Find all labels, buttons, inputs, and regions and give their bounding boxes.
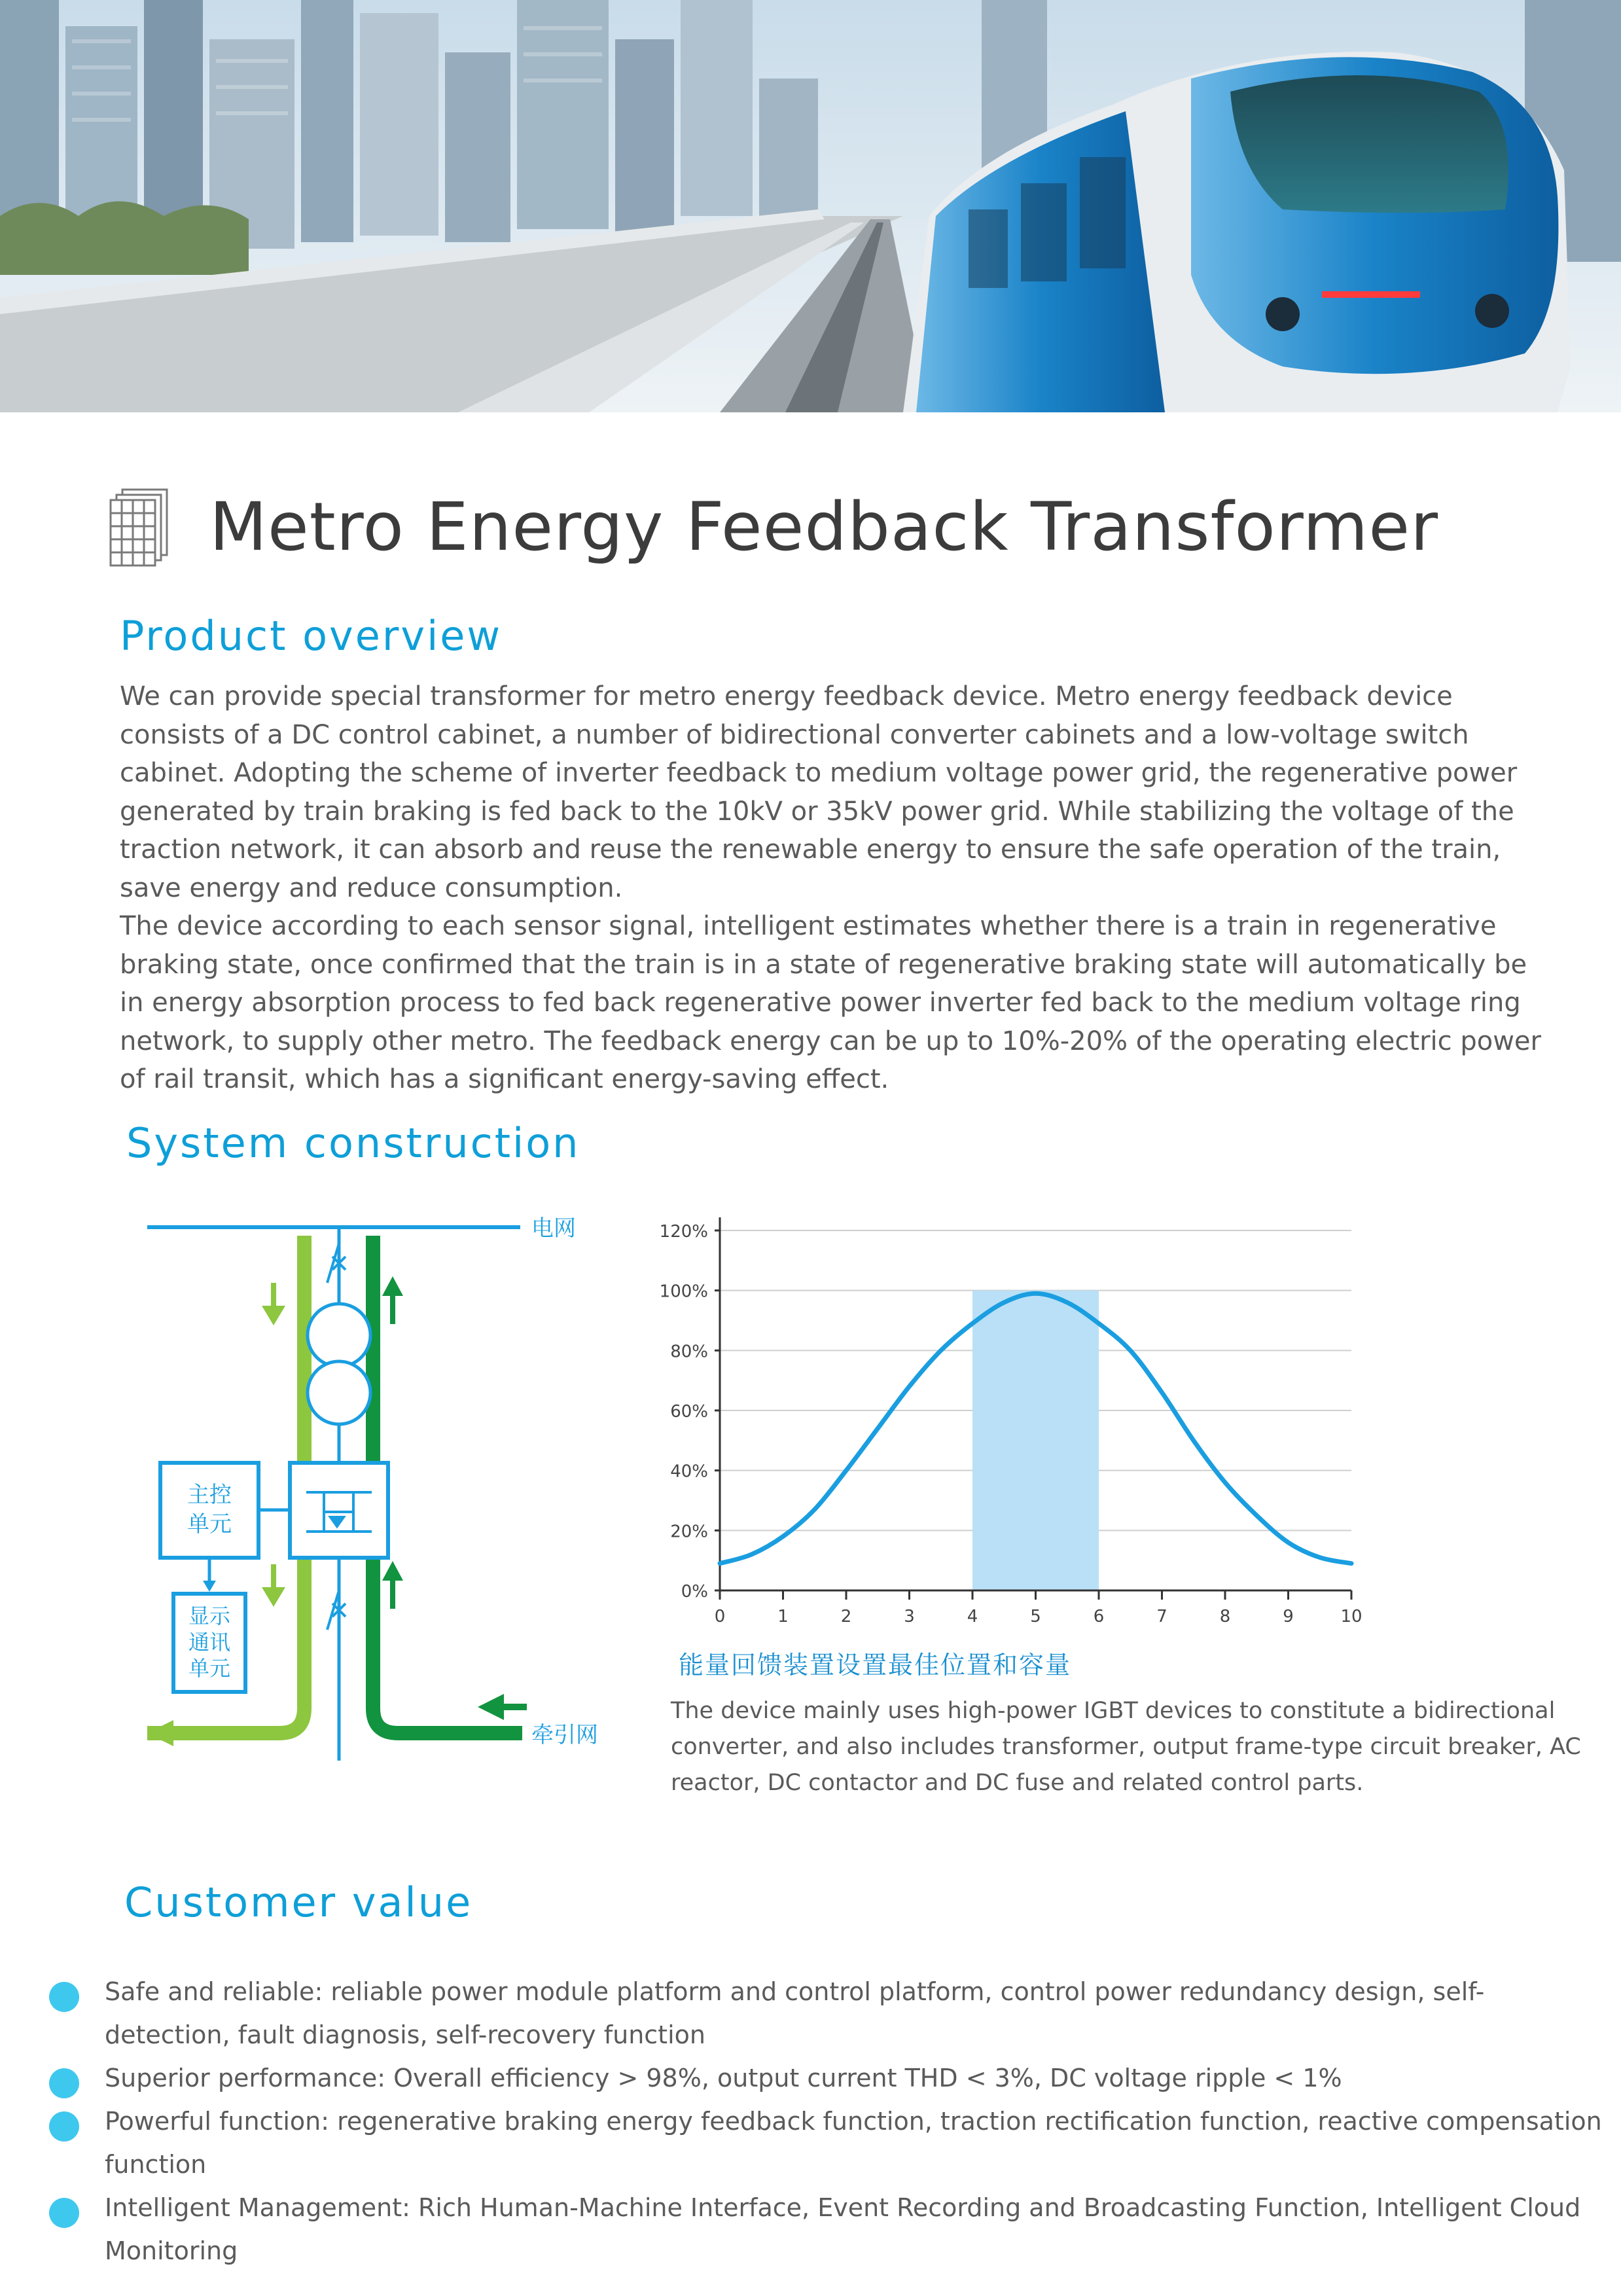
x-tick-label: 5 xyxy=(1030,1607,1041,1626)
x-tick-label: 10 xyxy=(1340,1607,1363,1626)
highlight-band-rect xyxy=(972,1291,1099,1590)
feed-up-path xyxy=(373,1236,522,1733)
x-tick-label: 2 xyxy=(840,1607,852,1626)
product-overview-text xyxy=(120,677,1546,1099)
x-tick-label: 6 xyxy=(1093,1607,1105,1626)
x-tick-label: 8 xyxy=(1219,1607,1231,1626)
overview-paragraph: We can provide special transformer for metro energy feedback device. Metro energy feedback device consists of a DC control cabinet, a number of bidirectional converter cabinets and a low-voltage switch cabinet. Adopting the scheme of inverter feedback to medium voltage power grid, the regenerative power generated by train braking is fed back to the 10kV or 35kV power grid. While stabilizing the voltage of the traction network, it can absorb and reuse the renewable energy to ensure the safe operation of the train, save energy and reduce consumption. xyxy=(120,681,1518,903)
traction-network-label: 牵引网 xyxy=(531,1722,598,1748)
hero-image-metro-train xyxy=(0,0,1621,412)
y-tick-label: 120% xyxy=(659,1222,708,1242)
list-item xyxy=(46,2100,1603,2186)
page-title: Metro Energy Feedback Transformer xyxy=(209,488,1439,566)
x-tick-label: 4 xyxy=(967,1607,978,1626)
chart-caption: 能量回馈装置设置最佳位置和容量 xyxy=(679,1651,1072,1679)
bullet-dot-icon xyxy=(49,2111,79,2142)
transformer-icon xyxy=(308,1304,370,1424)
main-control-unit xyxy=(160,1463,258,1558)
y-tick-label: 20% xyxy=(670,1522,708,1542)
overview-paragraph: The device according to each sensor signal, intelligent estimates whether there is a train in regenerative braking state, once confirmed that the train is in a state of regenerative braking state will automatically be in energy absorption process to fed back regenerative power inverter fed back to the medium voltage ring network, to supply other metro. The feedback energy can be up to 10%-20% of the operating electric power of rail transit, which has a significant energy-saving effect. xyxy=(120,911,1541,1094)
list-item-text: Intelligent Management: Rich Human-Machine Interface, Event Recording and Broadcasting Function, Intelligent Cloud Monitoring xyxy=(105,2193,1581,2265)
list-item-text: Powerful function: regenerative braking energy feedback function, traction rectification function, reactive compensation function xyxy=(105,2107,1602,2179)
x-tick-label: 3 xyxy=(904,1607,915,1626)
x-tick-label: 7 xyxy=(1156,1607,1167,1626)
y-tick-label: 40% xyxy=(670,1462,708,1482)
list-item-text: Safe and reliable: reliable power module platform and control platform, control power redundancy design, self-detection, fault diagnosis, self-recovery function xyxy=(105,1977,1485,2049)
y-tick-label: 80% xyxy=(670,1342,708,1362)
display-comm-label: 通讯 xyxy=(188,1630,231,1655)
bullet-dot-icon xyxy=(49,2068,79,2098)
customer-value-list xyxy=(46,1970,1603,2272)
system-diagram xyxy=(131,1204,628,1774)
main-control-label: 单元 xyxy=(187,1511,232,1537)
section-heading-customer-value: Customer value xyxy=(124,1878,473,1926)
energy-feedback-chart xyxy=(648,1204,1368,1636)
link-arrow-icon xyxy=(203,1581,216,1592)
converter-box xyxy=(290,1463,388,1558)
x-tick-label: 9 xyxy=(1283,1607,1294,1626)
document-stack-icon xyxy=(108,486,170,568)
list-item xyxy=(46,1970,1603,2056)
bullet-dot-icon xyxy=(49,2198,79,2228)
section-heading-system-construction: System construction xyxy=(126,1119,580,1167)
system-description: The device mainly uses high-power IGBT devices to constitute a bidirectional converter, and also includes transformer, output frame-type circuit breaker, AC reactor, DC contactor and DC fuse and related control parts. xyxy=(671,1698,1581,1796)
y-tick-label: 0% xyxy=(681,1582,708,1602)
x-tick-label: 1 xyxy=(777,1607,789,1626)
y-tick-label: 60% xyxy=(670,1402,708,1422)
chart-y-tick-labels xyxy=(660,1222,708,1602)
hero-illustration xyxy=(0,0,1621,412)
title-row xyxy=(108,478,1438,576)
display-comm-label: 单元 xyxy=(188,1656,231,1681)
up-arrow-icon xyxy=(382,1276,527,1720)
chart-x-tick-labels xyxy=(715,1607,1363,1626)
x-tick-label: 0 xyxy=(714,1607,726,1626)
bullet-dot-icon xyxy=(49,1982,79,2012)
main-control-label: 主控 xyxy=(187,1482,232,1508)
top-switch-icon xyxy=(327,1244,346,1283)
display-comm-label: 显示 xyxy=(188,1604,231,1628)
section-heading-product-overview: Product overview xyxy=(120,612,503,660)
grid-label: 电网 xyxy=(531,1215,576,1242)
y-tick-label: 100% xyxy=(659,1282,708,1302)
chart-highlight-band xyxy=(972,1291,1099,1590)
list-item-text: Superior performance: Overall efficiency > 98%, output current THD < 3%, DC voltage ripple < 1% xyxy=(105,2064,1342,2092)
list-item xyxy=(46,2056,1603,2100)
bottom-switch-icon xyxy=(327,1590,346,1630)
list-item xyxy=(46,2186,1603,2272)
